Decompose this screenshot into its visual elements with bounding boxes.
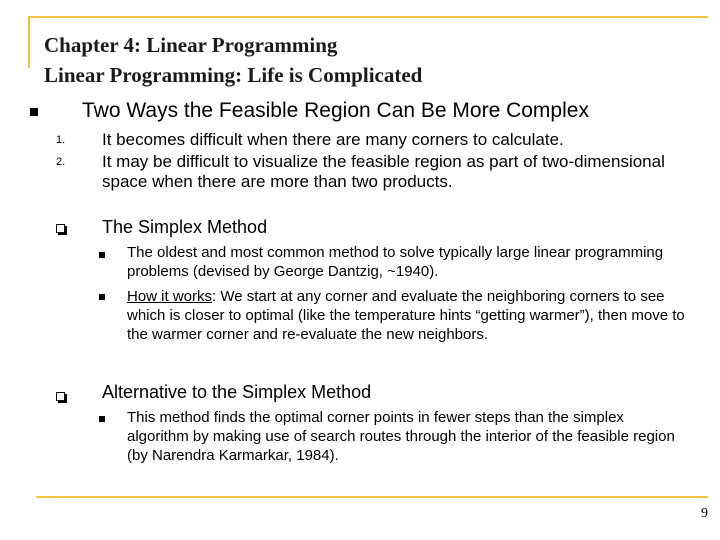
- square-bullet-icon: [30, 108, 38, 116]
- how-it-works-label: How it works: [127, 288, 213, 305]
- title-line-2: Linear Programming: Life is Complicated: [44, 63, 423, 87]
- checkbox-bullet-icon: [56, 224, 65, 233]
- checkbox-bullet-icon: [56, 392, 65, 401]
- alternative-bullet-1: This method finds the optimal corner points in fewer steps than the simplex algorithm by making use of search routes through the interior of the feasible region (by Narendra Karmarkar, 1984).: [127, 409, 675, 464]
- bottom-border-line: [36, 496, 708, 498]
- slide-title: [44, 30, 422, 90]
- simplex-bullet-1: The oldest and most common method to solve typically large linear programming problems (devised by George Dantzig, ~1940).: [127, 244, 664, 280]
- page-number: 9: [701, 506, 708, 521]
- left-border-line: [28, 16, 30, 68]
- bullet-icon: [99, 252, 105, 258]
- alternative-heading: Alternative to the Simplex Method: [102, 382, 372, 402]
- title-line-1: Chapter 4: Linear Programming: [44, 33, 338, 57]
- simplex-bullet-2: [127, 287, 695, 344]
- section-heading: Two Ways the Feasible Region Can Be More Complex: [82, 99, 589, 122]
- list-number-1: 1.: [56, 134, 66, 146]
- top-border-line: [28, 16, 708, 18]
- numbered-item-1: It becomes difficult when there are many corners to calculate.: [102, 130, 564, 149]
- numbered-item-2: It may be difficult to visualize the feasible region as part of two-dimensional space when there are more than two products.: [102, 152, 665, 191]
- list-number-2: 2.: [56, 156, 66, 168]
- bullet-icon: [99, 416, 105, 422]
- bullet-icon: [99, 294, 105, 300]
- simplex-heading: The Simplex Method: [102, 217, 268, 237]
- how-it-works-text: : We start at any corner and evaluate the neighboring corners to see which is closer to optimal (like the temperature hints “getting warmer”), then move to the warmer corner and re-evaluate the new neighbors.: [127, 288, 685, 343]
